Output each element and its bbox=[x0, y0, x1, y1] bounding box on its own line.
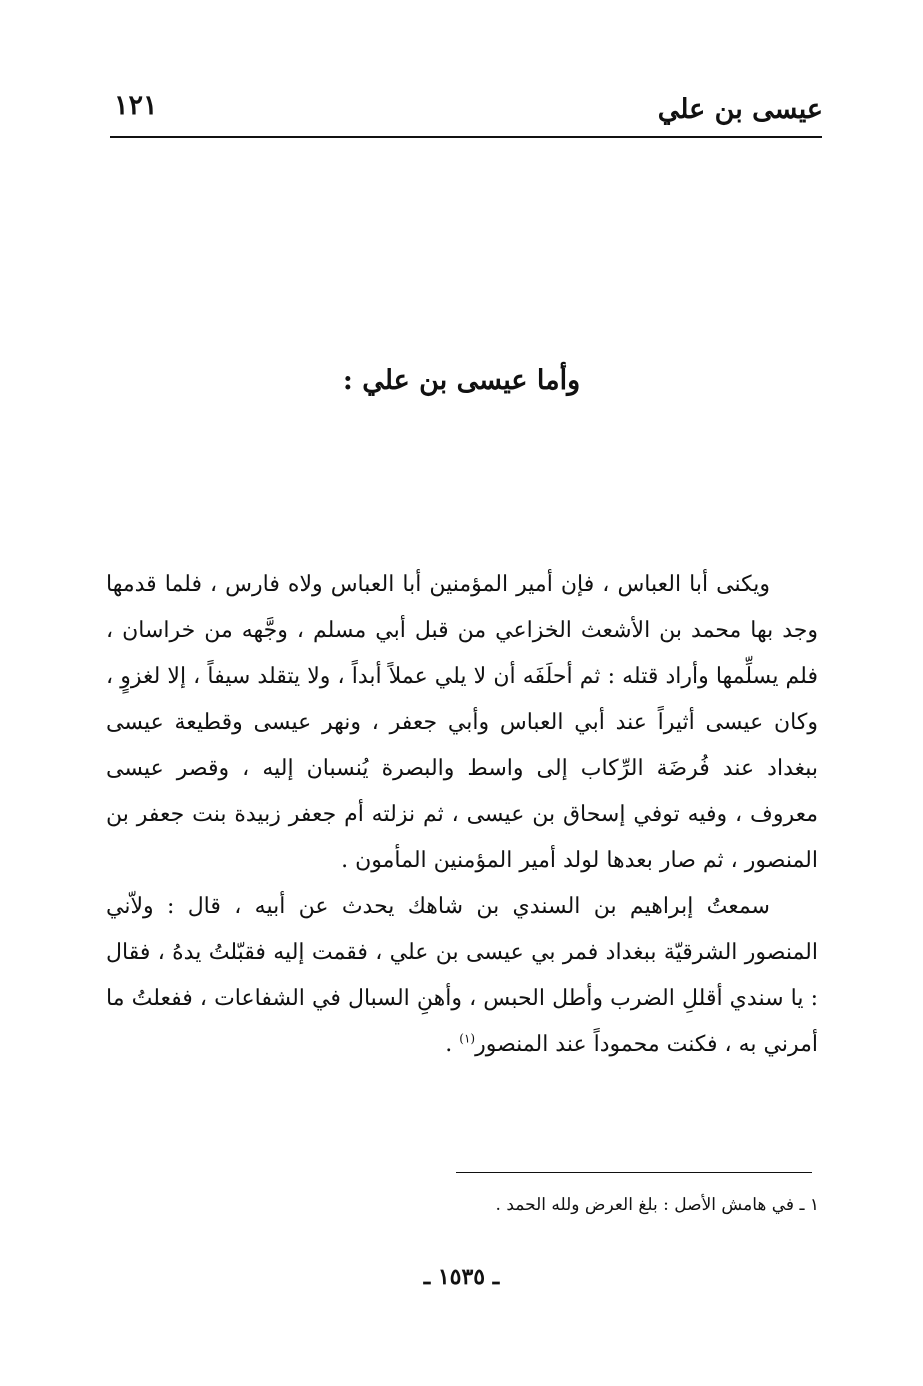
footnote-divider bbox=[456, 1172, 812, 1173]
section-title: وأما عيسى بن علي : bbox=[342, 365, 581, 396]
paragraph-closing: . bbox=[445, 1032, 460, 1057]
running-header-page-number: ١٢١ bbox=[114, 90, 158, 121]
paragraph bbox=[106, 884, 818, 1068]
paragraph-text: سمعتُ إبراهيم بن السندي بن شاهك يحدث عن أبيه ، قال : ولاّني المنصور الشرقيّة ببغداد فمر بي عيسى بن علي ، فقمت إليه فقبّلتُ يدهُ ، فقال : يا سندي أقللِ الضرب وأطل الحبس ، وأهنِ السبال في الشفاعات ، ففعلتُ ما أمرني به ، فكنت محموداً عند المنصور bbox=[106, 894, 818, 1057]
body-text bbox=[106, 562, 818, 1068]
page-number: ـ ١٥٣٥ ـ bbox=[423, 1264, 500, 1290]
paragraph: ويكنى أبا العباس ، فإن أمير المؤمنين أبا العباس ولاه فارس ، فلما قدمها وجد بها محمد بن الأشعث الخزاعي من قبل أبي مسلم ، وجَّهه من خراسان ، فلم يسلِّمها وأراد قتله : ثم أحلَفَه أن لا يلي عملاً أبداً ، ولا يتقلد سيفاً ، إلا لغزوٍ ، وكان عيسى أثيراً عند أبي العباس وأبي جعفر ، ونهر عيسى وقطيعة عيسى ببغداد عند فُرضَة الرِّكاب إلى واسط والبصرة يُنسبان إليه ، وقصر عيسى معروف ، وفيه توفي إسحاق بن عيسى ، ثم نزلته أم جعفر زبيدة بنت جعفر بن المنصور ، ثم صار بعدها لولد أمير المؤمنين المأمون . bbox=[106, 572, 819, 873]
footnote: ١ ـ في هامش الأصل : بلغ العرض ولله الحمد . bbox=[495, 1195, 819, 1215]
footnote-marker: (١) bbox=[459, 1031, 476, 1046]
header-divider bbox=[110, 136, 822, 138]
running-header-title: عيسى بن علي bbox=[657, 94, 823, 125]
